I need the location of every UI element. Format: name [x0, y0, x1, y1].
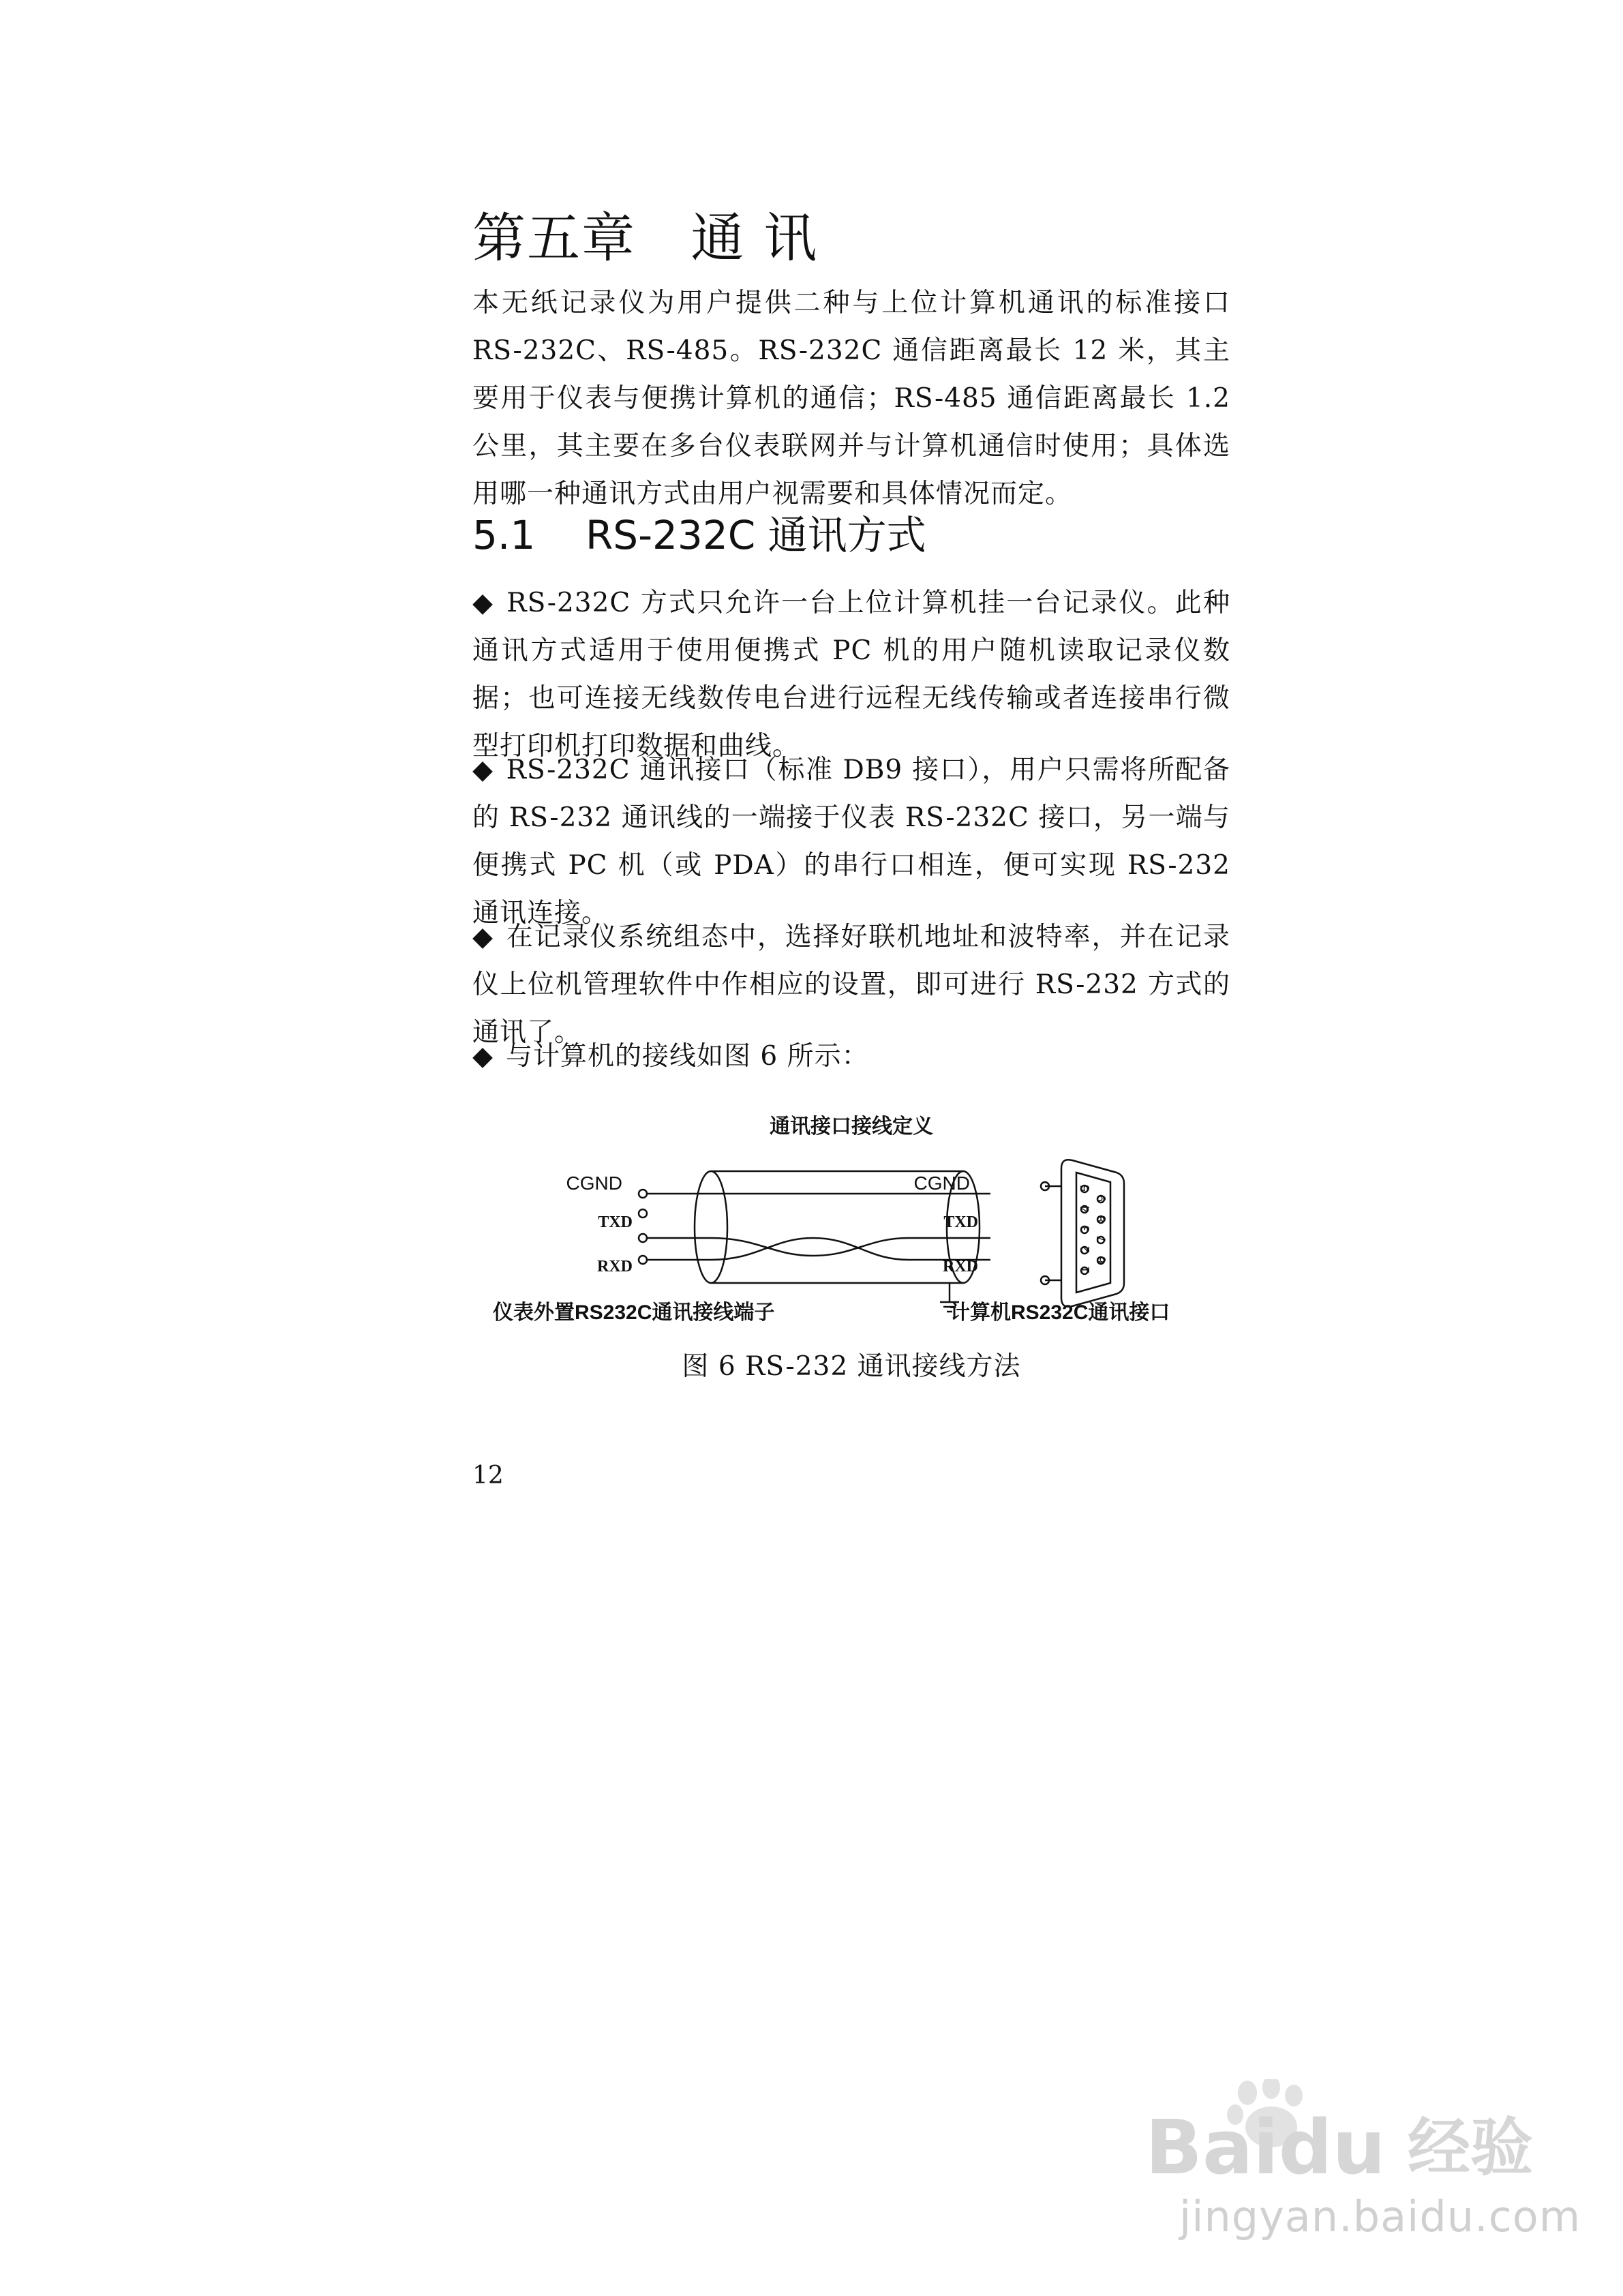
rxd-wire [647, 1238, 990, 1260]
cable-drawing [639, 1160, 1124, 1312]
db9-pin-number: 5 [1078, 1184, 1092, 1192]
bullet-diamond-icon: ◆ [472, 922, 494, 952]
db9-pin-number: 1 [1078, 1266, 1092, 1273]
baidu-watermark-logo [1145, 2079, 1581, 2181]
right-label-cgnd: CGND [913, 1173, 970, 1194]
db9-connector-shell [1061, 1160, 1124, 1307]
db9-pin-number: 3 [1078, 1225, 1092, 1233]
figure-caption: 图 6 RS-232 通讯接线方法 [682, 1351, 1021, 1382]
right-label-txd: TXD [943, 1213, 978, 1231]
left-terminal-screw [639, 1234, 647, 1242]
watermark-url: jingyan.baidu.com [1179, 2192, 1581, 2241]
bullet-paragraph-2 [472, 746, 1230, 937]
watermark-logo-text: Baidu [1145, 2104, 1386, 2181]
bullet-text-4: 与计算机的接线如图 6 所示： [506, 1041, 869, 1072]
txd-wire [647, 1238, 990, 1256]
db9-pin-number: 4 [1078, 1205, 1092, 1212]
bullet-paragraph-4 [472, 1033, 1230, 1081]
left-label-rxd: RXD [597, 1258, 633, 1275]
right-caption: 计算机RS232C通讯接口 [950, 1301, 1170, 1323]
wiring-diagram [472, 1104, 1230, 1323]
db9-pin-number: 2 [1078, 1245, 1092, 1253]
left-label-txd: TXD [598, 1213, 633, 1231]
db9-pin-number: 8 [1095, 1215, 1108, 1222]
cable-shield-left-end [695, 1171, 727, 1283]
db9-pin-number: 9 [1095, 1194, 1108, 1202]
db9-pin-number: 7 [1095, 1235, 1108, 1243]
left-label-cgnd: CGND [566, 1173, 622, 1194]
bullet-text-2: RS-232C 通讯接口（标准 DB9 接口），用户只需将所配备的 RS-232 通讯线的一端接于仪表 RS-232C 接口，另一端与便携式 PC 机（或 PDA）的串行口相连，便可实现 RS-232 通讯连接。 [472, 755, 1230, 928]
bullet-text-1: RS-232C 方式只允许一台上位计算机挂一台记录仪。此种通讯方式适用于使用便携式 PC 机的用户随机读取记录仪数据；也可连接无线数传电台进行远程无线传输或者连接串行微型打印机打印数据和曲线。 [472, 588, 1230, 761]
left-caption: 仪表外置RS232C通讯接线端子 [493, 1301, 775, 1323]
intro-paragraph: 本无纸记录仪为用户提供二种与上位计算机通讯的标准接口RS-232C、RS-485。RS-232C 通信距离最长 12 米，其主要用于仪表与便携计算机的通信；RS-485 通信距离最长 1.2 公里，其主要在多台仪表联网并与计算机通信时使用；具体选用哪一种通讯方式由用户视需要和具体情况而定。 [472, 288, 1230, 509]
bullet-text-3: 在记录仪系统组态中，选择好联机地址和波特率，并在记录仪上位机管理软件中作相应的设置，即可进行 RS-232 方式的通讯了。 [472, 922, 1230, 1048]
right-label-rxd: RXD [943, 1258, 978, 1275]
page-number: 12 [472, 1462, 504, 1490]
bullet-paragraph-1 [472, 579, 1230, 770]
left-terminal-screw [639, 1256, 647, 1264]
db9-pin-number: 6 [1095, 1256, 1108, 1263]
chapter-title: 第五章 通 讯 [472, 208, 819, 269]
left-terminal-screw [639, 1190, 647, 1198]
bullet-diamond-icon: ◆ [472, 755, 494, 785]
section-title: 5.1 RS-232C 通讯方式 [472, 512, 926, 558]
bullet-diamond-icon: ◆ [472, 1041, 494, 1072]
svg-text:经验: 经验 [1408, 2111, 1534, 2181]
bullet-diamond-icon: ◆ [472, 588, 495, 618]
left-terminal-screw [639, 1209, 647, 1218]
diagram-title: 通讯接口接线定义 [770, 1115, 933, 1138]
